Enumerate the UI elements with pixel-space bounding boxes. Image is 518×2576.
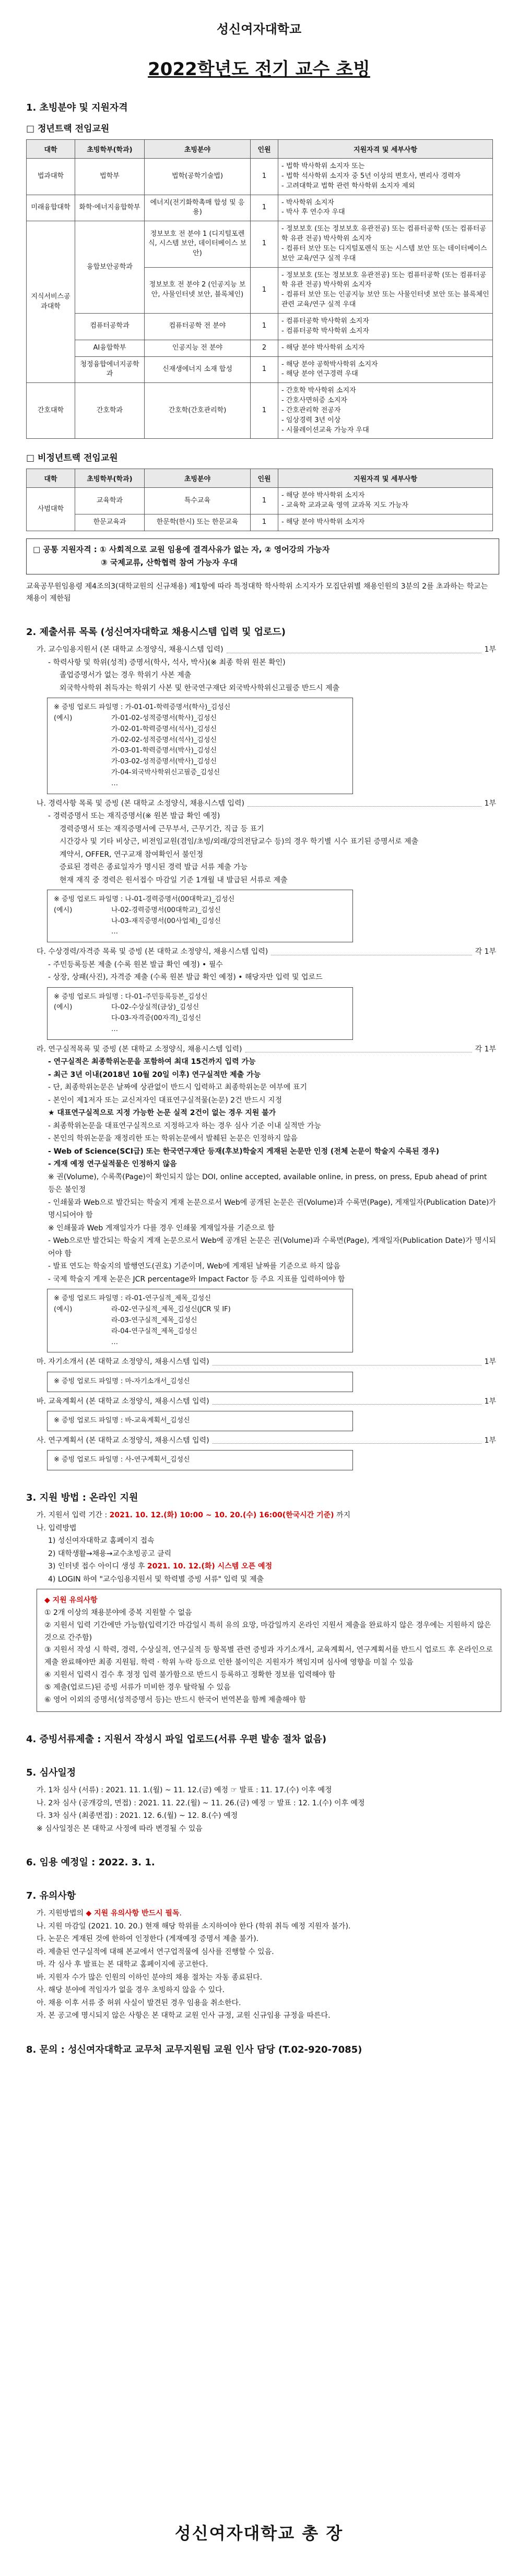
schedule-line: ※ 심사일정은 본 대학교 사정에 따라 변경될 수 있음	[37, 1824, 203, 1833]
notice-text: 아. 채용 이후 서류 중 허위 사실이 발견된 경우 임용을 취소한다.	[37, 1998, 241, 2007]
step-text: 1) 성신여자대학교 홈페이지 접속	[48, 1537, 155, 1545]
item-ba-label: 바. 교육계획서 (본 대학교 소정양식, 채용시스템 입력)	[37, 1397, 209, 1406]
application-step	[37, 1548, 496, 1561]
table-row	[27, 313, 493, 340]
notice-text: 마. 각 심사 후 발표는 본 대학교 홈페이지에 공고한다.	[37, 1960, 208, 1969]
notice-line	[37, 1997, 496, 2010]
detail-line: ※ 권(Volume), 수록쪽(Page)이 확인되지 않는 DOI, online accepted, available online, in press, on press, Epub ahead of print 등은 불인정	[48, 1172, 487, 1194]
section4-title: 4. 증빙서류제출 : 지원서 작성시 파일 업로드(서류 우편 발송 절차 없음)	[26, 1734, 327, 1745]
section7-title: 7. 유의사항	[26, 1890, 76, 1902]
step-highlight: 2021. 10. 12.(화) 10:00 ~ 10. 20.(수) 16:00(한국시간 기준)	[109, 1511, 334, 1520]
section2-title: 2. 제출서류 목록 (성신여자대학교 채용시스템 입력 및 업로드)	[26, 627, 286, 638]
cell-dept: AI융합학부	[75, 340, 145, 356]
requirement-line: - 법학 석사학위 소지자 중 5년 이상의 변호사, 변리사 경력자	[281, 172, 461, 180]
column-header: 인원	[251, 140, 278, 159]
cell-dept: 간호학과	[75, 383, 145, 439]
tenure-track-table	[26, 139, 493, 439]
cell-requirements	[278, 159, 493, 195]
item-na-page: 1부	[484, 799, 496, 808]
cell-field: 컴퓨터공학 전 분야	[145, 313, 251, 340]
requirement-line: - 정보보호 (또는 정보보호 유관전공) 또는 컴퓨터공학 (또는 컴퓨터공학 유관 전공) 박사학위 소지자	[281, 225, 487, 243]
upload-file-name: 나-02-경력증명서(00대학교)_김성신	[111, 906, 221, 914]
item-ga	[37, 643, 496, 656]
cell-college: 법과대학	[27, 159, 75, 195]
requirement-line: - 해당 분야 박사학위 소지자	[281, 343, 365, 352]
item-da-details	[37, 958, 496, 984]
detail-line: 현재 재직 중 경력은 원서접수 마감일 기준 1개월 내 발급된 서류로 제출	[60, 876, 288, 884]
column-header: 대학	[27, 140, 75, 159]
step-text: 나. 입력방법	[37, 1524, 77, 1532]
cell-count: 1	[251, 313, 278, 340]
section1-title: 1. 초빙분야 및 지원자격	[26, 102, 128, 113]
cell-field: 한문학(한시) 또는 한문교육	[145, 514, 251, 531]
step-suffix: 까지	[334, 1511, 351, 1520]
upload-file-name: 가-02-02-성적증명서(석사)_김성신	[111, 736, 217, 744]
ga-upload-box	[47, 698, 353, 794]
section1-note: 교육공무원임용령 제4조의3(대학교원의 신규채용) 제1항에 따라 특정대학 학사학위 소지자가 모집단위별 채용인원의 3분의 2를 초과하는 학교는 채용이 제한됨	[26, 582, 488, 603]
ga-upload-body	[54, 713, 346, 789]
cell-requirements	[278, 267, 493, 313]
item-da-page: 각 1부	[475, 948, 496, 956]
application-step	[37, 1509, 496, 1522]
cell-count: 1	[251, 195, 278, 221]
detail-line: - 게재 예정 연구실적물은 인정하지 않음	[48, 1160, 177, 1169]
notice-line	[37, 2009, 496, 2022]
requirement-line: - 정보보호 (또는 정보보호 유관전공) 또는 컴퓨터공학 (또는 컴퓨터공학 유관 전공) 박사학위 소지자	[281, 271, 487, 289]
cell-field: 정보보호 전 분야 2 (인공지능 보안, 사물인터넷 보안, 블록체인)	[145, 267, 251, 313]
detail-line: - 경력증명서 또는 재직증명서(※ 원본 발급 확인 예정)	[48, 812, 220, 820]
application-step	[37, 1535, 496, 1548]
ra-upload-title: ※ 증빙 업로드 파일명 : 라-01-연구실적_제목_김성신	[54, 1295, 211, 1303]
section2-ma	[37, 1356, 496, 1369]
cell-dept: 화학·에너지융합학부	[75, 195, 145, 221]
item-ra-label: 라. 연구실적목록 및 증빙 (본 대학교 소정양식, 채용시스템 입력)	[37, 1045, 242, 1053]
requirement-line: - 교육학 교과교육 영역 교과목 지도 가능자	[281, 501, 408, 510]
notice-line	[37, 1958, 496, 1971]
cell-requirements	[278, 383, 493, 439]
cell-count: 1	[251, 356, 278, 383]
requirement-line: - 임상경력 3년 이상	[281, 416, 341, 424]
requirement-line: - 해당 분야 연구경력 우대	[281, 370, 358, 378]
item-sa	[37, 1434, 496, 1447]
requirement-line: - 컴퓨터 보안 또는 인공지능 보안 또는 사물인터넷 보안 또는 블록체인 관련 교육/연구 실적 우대	[281, 291, 489, 309]
upload-file-name: 다-03-자격증(00자격)_김성신	[111, 1014, 202, 1023]
section2-lines	[37, 643, 496, 694]
step-highlight: 2021. 10. 12.(화) 시스템 오픈 예정	[147, 1562, 273, 1571]
table-header-row	[27, 469, 493, 488]
schedule-line: 가. 1차 심사 (서류) : 2021. 11. 1.(월) ~ 11. 12.(금) 예정 ☞ 발표 : 11. 17.(수) 이후 예정	[37, 1786, 332, 1795]
step-text: 2) 대학생활→채용→교수초빙공고 클릭	[48, 1549, 172, 1558]
upload-file-name: …	[111, 779, 118, 787]
cell-requirements	[278, 195, 493, 221]
detail-line: - 본인이 제1저자 또는 교신저자인 대표연구실적물(논문) 2건 반드시 지정	[48, 1096, 282, 1105]
detail-line: - 상장, 상패(사진), 자격증 제출 (수록 원본 발급 확인 예정) • 해당자만 입력 및 업로드	[48, 973, 323, 982]
requirement-line: - 시뮬레이션교육 가능자 우대	[281, 426, 369, 434]
upload-file-name: …	[111, 1338, 118, 1346]
detail-line: 졸업증명서가 없는 경우 학위기 사본 제출	[60, 671, 192, 680]
detail-line: ★ 대표연구실적으로 지정 가능한 논문 실적 2건이 없는 경우 지원 불가	[48, 1109, 276, 1118]
requirement-line: - 박사 후 연수자 우대	[281, 208, 345, 217]
cell-dept: 법학부	[75, 159, 145, 195]
column-header: 초빙학부(학과)	[75, 140, 145, 159]
na-upload-items	[111, 905, 221, 938]
item-ga-label: 가. 교수임용지원서 (본 대학교 소정양식, 채용시스템 입력)	[37, 645, 223, 654]
item-ga-details	[37, 656, 496, 695]
section5-lines	[37, 1784, 496, 1835]
item-da	[37, 945, 496, 958]
detail-line: 증료된 경력은 종료일자가 명시된 경력 발급 서류 제출 가능	[60, 863, 248, 871]
cell-count: 2	[251, 340, 278, 356]
section2-da	[37, 945, 496, 984]
ra-upload-box	[47, 1289, 353, 1352]
notice-line	[37, 1933, 496, 1946]
detail-line: - 발표 연도는 학술지의 발행연도(권호) 기준이며, Web에 게재된 날짜를 기준으로 하지 않음	[48, 1262, 340, 1271]
upload-file-name: …	[111, 928, 118, 936]
requirement-line: - 컴퓨터공학 박사학위 소지자	[281, 327, 369, 335]
section1-sub1-title: □ 정년트랙 전임교원	[26, 124, 110, 134]
notice-line	[37, 1971, 496, 1984]
cell-dept: 한문교육과	[75, 514, 145, 531]
section6-title: 6. 임용 예정일 : 2022. 3. 1.	[26, 1857, 155, 1868]
detail-line: 외국학사학위 취득자는 학위기 사본 및 한국연구재단 외국박사학위신고필증 반드시 제출	[60, 684, 339, 692]
column-header: 인원	[251, 469, 278, 488]
na-upload-example: (예시)	[54, 906, 73, 914]
detail-line: - 단, 최종학위논문은 날짜에 상관없이 반드시 입력하고 최종학위논문 여부에 표기	[48, 1083, 307, 1092]
requirement-line: - 간호사면허증 소지자	[281, 397, 347, 405]
cell-requirements	[278, 356, 493, 383]
detail-line: - 최근 3년 이내(2018년 10월 20일 이후) 연구실적만 제출 가능	[48, 1070, 261, 1079]
item-sa-label: 사. 연구계획서 (본 대학교 소정양식, 채용시스템 입력)	[37, 1436, 209, 1445]
detail-line: 시간강사 및 기타 비상근, 비전임교원(겸임/초빙/외래/강의전담교수 등)의 경우 학기별 시수 표기된 증명서로 제출	[60, 837, 419, 846]
ga-upload-items	[111, 713, 220, 789]
upload-file-name: 가-04-외국박사학위신고필증_김성신	[111, 768, 220, 776]
non-tenure-track-table	[26, 469, 493, 531]
detail-line: - 주민등록등본 제출 (수록 원본 발급 확인 예정) • 필수	[48, 960, 223, 969]
detail-line: - 국제 학술지 게재 논문은 JCR percentage와 Impact Factor 등 주요 지표를 입력하여야 함	[48, 1275, 345, 1284]
requirement-line: - 컴퓨터공학 박사학위 소지자	[281, 317, 369, 325]
step-text: 4) LOGIN 하여 "교수임용지원서 및 학력별 증빙 서류" 입력 및 제출	[48, 1575, 264, 1584]
detail-line: 경력증명서 또는 재직증명서에 근무부서, 근무기간, 직급 등 표기	[60, 824, 264, 833]
cell-dept: 청정융합에너지공학과	[75, 356, 145, 383]
requirement-line: - 고려대학교 법학 관련 학사학위 소지자 제외	[281, 182, 415, 190]
item-ga-page: 1부	[484, 645, 496, 654]
section2-ba	[37, 1395, 496, 1408]
page-title: 2022학년도 전기 교수 초빙	[148, 59, 370, 80]
section7-lines	[37, 1907, 496, 2022]
ga-upload-title: ※ 증빙 업로드 파일명 : 가-01-01-학력증명서(학사)_김성신	[54, 703, 231, 712]
upload-file-name: 라-03-연구실적_제목_김성신	[111, 1316, 197, 1324]
na-upload-title: ※ 증빙 업로드 파일명 : 나-01-경력증명서(00대학교)_김성신	[54, 895, 235, 903]
detail-line: - 본인의 학위논문을 재정리한 또는 학위논문에서 발췌된 논문은 인정하지 않음	[48, 1134, 298, 1143]
cell-requirements	[278, 488, 493, 514]
detail-line: 계약서, OFFER, 연구교재 참여확인서 불인정	[60, 850, 204, 859]
cell-count: 1	[251, 488, 278, 514]
da-upload-box	[47, 987, 353, 1040]
cell-requirements	[278, 313, 493, 340]
na-upload-box	[47, 890, 353, 942]
common-qualification-line1: □ 공통 지원자격 : ① 사회적으로 교원 임용에 결격사유가 없는 자, ② 영어강의 가능자	[33, 544, 330, 554]
detail-line: - 연구실적은 최종학위논문을 포함하여 최대 15건까지 입력 가능	[48, 1058, 256, 1067]
cell-college: 미래융합대학	[27, 195, 75, 221]
item-ba-page: 1부	[484, 1397, 496, 1406]
section3-items	[37, 1509, 496, 1586]
cell-college: 사범대학	[27, 488, 75, 531]
university-name: 성신여자대학교	[216, 22, 302, 37]
table-row	[27, 159, 493, 195]
item-ma-page: 1부	[484, 1358, 496, 1367]
notice-line	[37, 1946, 496, 1959]
requirement-line: - 컴퓨터 보안 또는 디지털포렌식 또는 시스템 보안 또는 데이터베이스 보안 교육/연구 실적 우대	[281, 244, 487, 262]
upload-file-name: 가-01-02-성적증명서(학사)_김성신	[111, 714, 217, 722]
cell-count: 1	[251, 267, 278, 313]
requirement-line: - 간호관리학 전공자	[281, 406, 341, 414]
item-na-label: 나. 경력사항 목록 및 증빙 (본 대학교 소정양식, 채용시스템 입력)	[37, 799, 244, 808]
item-ma	[37, 1356, 496, 1369]
common-qualification-line2: ③ 국제교류, 산학협력 참여 가능자 우대	[101, 558, 238, 568]
warning-box	[37, 1589, 501, 1712]
item-ba	[37, 1395, 496, 1408]
detail-line: - 최종학위논문을 대표연구실적으로 지정하고자 하는 경우 심사 기준 이내 실적만 가능	[48, 1121, 321, 1130]
schedule-line: 나. 2차 심사 (공개강의, 면접) : 2021. 11. 22.(월) ~ 11. 26.(금) 예정 ☞ 발표 : 12. 1.(수) 이후 예정	[37, 1799, 365, 1807]
cell-requirements	[278, 221, 493, 267]
section8-title: 8. 문의 : 성신여자대학교 교무처 교무지원팀 교원 인사 담당 (T.02-920-7085)	[26, 2044, 362, 2055]
cell-count: 1	[251, 159, 278, 195]
warning-item: ⑥ 영어 이외의 증명서(성적증명서 등)는 반드시 한국어 번역본을 함께 제출해야 함	[44, 1695, 306, 1704]
column-header: 대학	[27, 469, 75, 488]
requirement-line: - 해당 분야 공학박사학위 소지자	[281, 360, 378, 368]
da-upload-example: (예시)	[54, 1003, 73, 1012]
table-row	[27, 221, 493, 267]
ma-upload-box: ※ 증빙 업로드 파일명 : 마-자기소개서_김성신	[47, 1372, 353, 1392]
warning-items	[44, 1607, 493, 1706]
section1-sub2-title: □ 비정년트랙 전임교원	[26, 453, 118, 464]
notice-line	[37, 1907, 496, 1920]
warning-item: ④ 지원서 입력시 검수 후 정정 입력 불가함으로 반드시 등록하고 정확한 정보를 입력해야 함	[44, 1671, 336, 1680]
item-ra	[37, 1043, 496, 1056]
notice-line	[37, 1984, 496, 1997]
warning-item: ⑤ 제출(업로드)된 증빙 서류가 미비한 경우 탈락될 수 있음	[44, 1683, 231, 1692]
requirement-line: - 박사학위 소지자	[281, 198, 334, 207]
na-upload-body	[54, 905, 346, 938]
application-step	[37, 1522, 496, 1535]
section2-sa	[37, 1434, 496, 1447]
da-upload-items	[111, 1002, 201, 1035]
notice-suffix: .	[179, 1909, 182, 1918]
warning-title: ◆ 지원 유의사항	[44, 1596, 98, 1605]
warning-item: ③ 지원서 작성 시 학력, 경력, 수상실적, 연구실적 등 항목별 관련 증빙과 자기소개서, 교육계획서, 연구계획서를 반드시 업로드 후 온라인으로 제출 완료해야만 최종 지원됨. 학력 · 학위 누락 등으로 인한 불이익은 지원자가 책임지며 심사에 영향을 미칠 수 있음	[44, 1646, 493, 1667]
upload-file-name: 가-03-02-성적증명서(박사)_김성신	[111, 758, 217, 766]
notice-text: 다. 논문은 게재된 것에 한하여 인정한다 (게재예정 증명서 제출 불가).	[37, 1935, 259, 1944]
ra-upload-items	[111, 1304, 231, 1348]
detail-line: - Web of Science(SCI급) 또는 한국연구재단 등재(후보)학술지 게재된 논문만 인정 (전체 논문이 학술지 수록된 경우)	[48, 1147, 439, 1156]
column-header: 초빙학부(학과)	[75, 469, 145, 488]
column-header: 지원자격 및 세부사항	[278, 140, 493, 159]
notice-text: 사. 해당 분야에 적임자가 없을 경우 초빙하지 않을 수 있다.	[37, 1986, 225, 1995]
table-body	[27, 488, 493, 531]
cell-college: 지식서비스공과대학	[27, 221, 75, 383]
notice-line	[37, 1920, 496, 1933]
cell-dept: 교육학과	[75, 488, 145, 514]
table-header-row	[27, 140, 493, 159]
item-ma-label: 마. 자기소개서 (본 대학교 소정양식, 채용시스템 입력)	[37, 1358, 209, 1367]
notice-text: 자. 본 공고에 명시되지 않은 사항은 본 대학교 교원 인사 규정, 교원 신규임용 규정을 따른다.	[37, 2011, 331, 2020]
section3-title: 3. 지원 방법 : 온라인 지원	[26, 1492, 138, 1504]
column-header: 지원자격 및 세부사항	[278, 469, 493, 488]
cell-field: 법학(공학기술법)	[145, 159, 251, 195]
cell-count: 1	[251, 383, 278, 439]
ra-upload-body	[54, 1304, 346, 1348]
table-row	[27, 514, 493, 531]
ra-upload-example: (예시)	[54, 1305, 73, 1314]
cell-dept: 융합보안공학과	[75, 221, 145, 314]
cell-requirements	[278, 340, 493, 356]
detail-line: ※ 인쇄물과 Web 게재일자가 다를 경우 인쇄물 게재일자를 기준으로 함	[48, 1224, 275, 1232]
item-ra-page: 각 1부	[475, 1045, 496, 1053]
cell-field: 특수교육	[145, 488, 251, 514]
upload-file-name: 가-03-01-학력증명서(박사)_김성신	[111, 747, 217, 755]
notice-text: 라. 제출된 연구실적에 대해 본교에서 연구업적물에 심사를 진행할 수 있음.	[37, 1947, 274, 1956]
cell-field: 간호학(간호관리학)	[145, 383, 251, 439]
item-da-label: 다. 수상경력/자격증 목록 및 증빙 (본 대학교 소정양식, 채용시스템 입력)	[37, 948, 268, 956]
item-ra-details	[37, 1056, 496, 1286]
notice-text: 나. 지원 마감일 (2021. 10. 20.) 현재 해당 학위를 소지하여야 한다 (학위 취득 예정 지원자 불가).	[37, 1922, 351, 1931]
notice-text: 바. 지원자 수가 많은 인원의 이하인 분야의 채용 절차는 자동 종료된다.	[37, 1973, 263, 1982]
notice-highlight: ◆ 지원 유의사항 반드시 필독	[86, 1909, 180, 1918]
cell-requirements	[278, 514, 493, 531]
cell-field: 에너지(전기화학촉매 합성 및 응용)	[145, 195, 251, 221]
cell-dept: 컴퓨터공학과	[75, 313, 145, 340]
requirement-line: - 해당 분야 박사학위 소지자	[281, 492, 365, 500]
section2-ra	[37, 1043, 496, 1286]
schedule-line: 다. 3차 심사 (최종면접) : 2021. 12. 6.(월) ~ 12. 8.(수) 예정	[37, 1812, 238, 1820]
requirement-line: - 간호학 박사학위 소지자	[281, 387, 356, 395]
application-step	[37, 1560, 496, 1573]
table-row	[27, 340, 493, 356]
item-na-details	[37, 810, 496, 886]
step-text: 가. 지원서 입력 기간 :	[37, 1511, 110, 1520]
warning-item: ② 지원서 입력 기간에만 가능함(입력기간 마감일시 특히 유의 요망, 마감일까지 온라인 지원서 제출을 완료하지 않은 경우에는 지원하지 않은 것으로 간주함)	[44, 1621, 491, 1642]
table-row	[27, 356, 493, 383]
cell-college: 간호대학	[27, 383, 75, 439]
notice-text: 가. 지원방법의	[37, 1909, 86, 1918]
cell-count: 1	[251, 514, 278, 531]
requirement-line: - 법학 박사학위 소지자 또는	[281, 162, 365, 170]
column-header: 초빙분야	[145, 140, 251, 159]
ga-upload-example: (예시)	[54, 714, 73, 722]
table-row	[27, 383, 493, 439]
table-row	[27, 488, 493, 514]
detail-line: - 학력사항 및 학위(성적) 증명서(학사, 석사, 박사)(※ 최종 학위 원본 확인)	[48, 658, 286, 667]
section2-na	[37, 797, 496, 887]
upload-file-name: 다-02-수상실적(금상)_김성신	[111, 1003, 199, 1012]
footer-signature: 성신여자대학교 총 장	[174, 2523, 344, 2543]
item-na	[37, 797, 496, 810]
item-sa-page: 1부	[484, 1436, 496, 1445]
requirement-line: - 해당 분야 박사학위 소지자	[281, 518, 365, 526]
cell-count: 1	[251, 221, 278, 267]
column-header: 초빙분야	[145, 469, 251, 488]
sa-upload-box: ※ 증빙 업로드 파일명 : 사-연구계획서_김성신	[47, 1450, 353, 1470]
section5-title: 5. 심사일정	[26, 1767, 76, 1779]
ba-upload-box: ※ 증빙 업로드 파일명 : 바-교육계획서_김성신	[47, 1411, 353, 1431]
application-step	[37, 1573, 496, 1586]
table-body	[27, 159, 493, 439]
table-row	[27, 195, 493, 221]
cell-field: 신재생에너지 소재 합성	[145, 356, 251, 383]
upload-file-name: 라-04-연구실적_제목_김성신	[111, 1327, 197, 1335]
step-text: 3) 인터넷 접수 아이디 생성 후	[48, 1562, 147, 1571]
upload-file-name: 가-02-01-학력증명서(석사)_김성신	[111, 725, 217, 733]
detail-line: - Web으로만 발간되는 학술지 게재 논문으로서 Web에 공개된 논문은 권(Volume)과 수록면(Page), 게재일자(Publication Date)가 명시되어야 함	[48, 1237, 496, 1258]
da-upload-title: ※ 증빙 업로드 파일명 : 다-01-주민등록등본_김성신	[54, 992, 208, 1001]
detail-line: - 인쇄물과 Web으로 발간되는 학술지 게재 논문으로서 Web에 공개된 논문은 권(Volume)과 수록면(Page), 게재일자(Publication Date)가 명시되어야 함	[48, 1198, 496, 1220]
warning-item: ① 2개 이상의 채용분야에 중복 지원할 수 없음	[44, 1609, 192, 1618]
common-qualification-box	[26, 538, 499, 574]
upload-file-name: …	[111, 1025, 118, 1034]
upload-file-name: 나-03-재직증명서(00사업체)_김성신	[111, 917, 221, 925]
upload-file-name: 라-02-연구실적_제목_김성신(JCR 및 IF)	[111, 1305, 231, 1314]
cell-field: 정보보호 전 분야 1 (디지털포렌식, 시스템 보안, 데이터베이스 보안)	[145, 221, 251, 267]
da-upload-body	[54, 1002, 346, 1035]
cell-field: 인공지능 전 분야	[145, 340, 251, 356]
